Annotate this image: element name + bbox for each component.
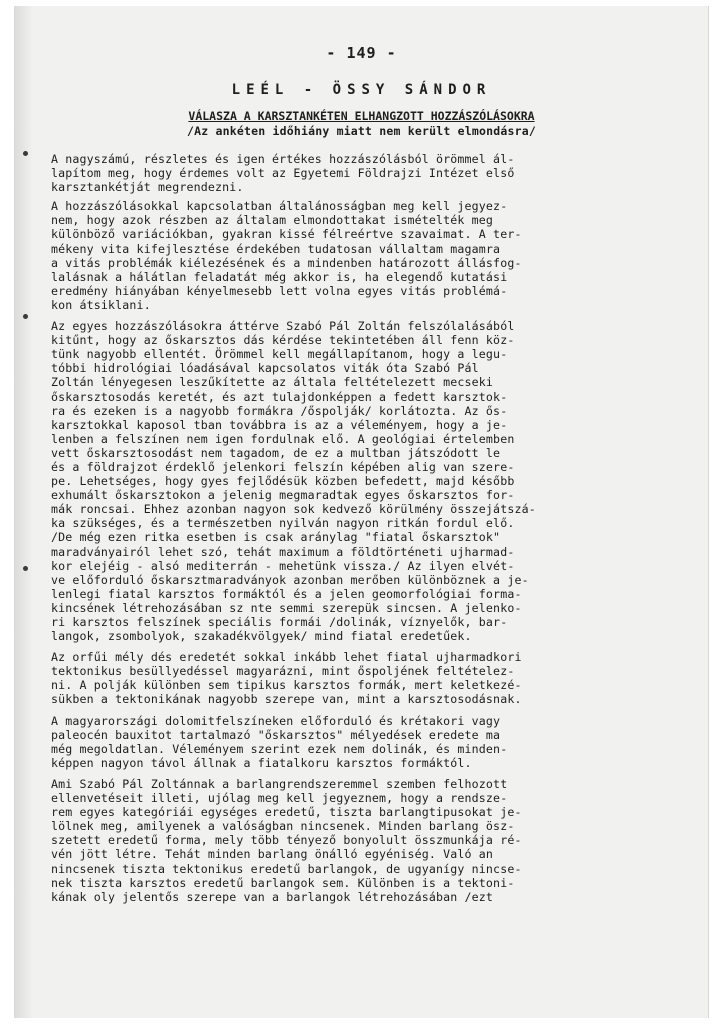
text-line: kitűnt, hogy az őskarsztos dás kérdése tekintetében áll fenn köz- xyxy=(51,333,515,348)
text-line: ri karsztos felszínek speciális formái /dolinák, víznyelők, bar- xyxy=(51,615,508,629)
text-line: karsztokkal kaposol tban továbbra is az a véleményem, hogy a je- xyxy=(51,417,508,432)
text-line: nem, hogy azok részben az általam elmondottakat ismételték meg xyxy=(51,213,494,228)
margin-punch-mark xyxy=(23,314,28,319)
text-line: nincsenek tiszta tektonikus eredetű barlangok, de ugyanígy nincse- xyxy=(51,861,522,876)
text-line: /De még ezen ritka esetben is csak aránylag "fiatal őskarsztok" xyxy=(51,530,501,545)
text-line: kor elejéig - alsó mediterrán - mehetünk vissza./ Az ilyen elvét- xyxy=(51,558,515,573)
text-line: langok, zsombolyok, szakadékvölgyek/ mind fiatal eredetűek. xyxy=(51,629,472,644)
text-line: mák roncsai. Ehhez azonban nagyon sok kedvező körülmény összejátszá- xyxy=(51,502,536,517)
text-line: lenben a felszínen nem igen fordulnak elő. A geológiai értelemben xyxy=(51,431,515,446)
text-line: és a földrajzot érdeklő jelenkori felszín képében alig van szere- xyxy=(51,459,515,474)
text-line: szetett eredetű forma, mely több tényező bonyolult összmunkája ré- xyxy=(51,833,522,848)
margin-punch-mark xyxy=(23,151,28,156)
text-line: őskarsztosodás keretét, és azt tulajdonképpen a fedett karsztok- xyxy=(51,389,508,404)
text-line: lenlegi fiatal karsztos formáktól és a jelen geomorfológiai forma- xyxy=(51,586,522,601)
text-line: kon átsiklani. xyxy=(51,297,151,312)
text-line: vén jött létre. Tehát minden barlang önálló egyéniség. Való an xyxy=(51,847,494,862)
document-title xyxy=(15,109,708,139)
text-line: ellenvetéseit illeti, ujólag meg kell jegyeznem, hogy a rendsze- xyxy=(51,791,508,806)
text-line: a vitás problémák kiélezésének és a mindenben határozott állásfog- xyxy=(51,255,522,270)
text-line: vett őskarsztosodást nem tagadom, de ez a multban játszódott le xyxy=(51,445,501,460)
text-line: A nagyszámú, részletes és igen értékes hozzászólásból örömmel ál- xyxy=(51,152,515,166)
title-main: VÁLASZA A KARSZTANKÉTEN ELHANGZOTT HOZZÁSZÓLÁSOKRA xyxy=(188,109,535,123)
text-line: lölnek meg, amilyenek a valóságban nincsenek. Minden barlang ösz- xyxy=(51,819,515,834)
paragraph xyxy=(51,777,681,904)
text-line: Ami Szabó Pál Zoltánnak a barlangrendszeremmel szemben felhozott xyxy=(51,776,508,791)
text-line: sükben a tektonikának nagyobb szerepe van, mint a karsztosodásnak. xyxy=(51,692,522,707)
paragraph xyxy=(51,650,681,706)
text-line: tektonikus besüllyedéssel magyarázni, mint őspoljének feltételez- xyxy=(51,664,515,679)
body-text xyxy=(51,152,681,911)
text-line: karsztankétját megrendezni. xyxy=(51,180,244,195)
text-line: eredmény hiányában kényelmesebb lett volna egyes vitás problémá- xyxy=(51,283,508,298)
text-line: tóbbi hidrológiai lóadásával kapcsolatos viták óta Szabó Pál xyxy=(51,361,479,376)
margin-punch-mark xyxy=(23,566,28,571)
text-line: paleocén bauxitot tartalmazó "őskarsztos" mélyedések eredete ma xyxy=(51,727,501,742)
page-number: - 149 - xyxy=(326,44,397,62)
text-line: Zoltán lényegesen leszűkítette az általa feltételezett mecseki xyxy=(51,375,494,390)
text-line: különböző variációkban, gyakran kissé félreértve szavaimat. A ter- xyxy=(51,227,522,242)
text-line: ra és ezeken is a nagyobb formákra /őspolják/ korlátozta. Az ős- xyxy=(51,403,508,418)
title-subtitle: /Az ankéten időhiány miatt nem került elmondásra/ xyxy=(186,124,537,138)
text-line: rem egyes kategóriái egységes eredetű, tiszta barlangtipusokat je- xyxy=(51,805,522,820)
text-line: ni. A polják különben sem tipikus karsztos formák, mert keletkezé- xyxy=(51,678,522,693)
paragraph xyxy=(51,152,681,194)
text-line: még megoldatlan. Véleményem szerint ezek nem dolinák, és minden- xyxy=(51,741,508,756)
paragraph xyxy=(51,714,681,770)
text-line: ve előforduló őskarsztmaradványok azonban merőben különböznek a je- xyxy=(51,572,529,587)
text-line: tünk nagyobb ellentét. Örömmel kell megállapítanom, hogy a legu- xyxy=(51,347,508,362)
text-line: nek tiszta karsztos eredetű barlangok sem. Különben is a tektoni- xyxy=(51,875,515,890)
text-line: kincsének létrehozásában sz nte semmi szerepük sincsen. A jelenko- xyxy=(51,600,522,615)
text-line: ka szükséges, és a természetben nyilván nagyon ritkán fordul elő. xyxy=(51,516,515,531)
text-line: Az orfűi mély dés eredetét sokkal inkább lehet fiatal ujharmadkori xyxy=(51,650,522,665)
text-line: képpen nagyon távol állnak a fiatalkoru karsztos formáktól. xyxy=(51,755,472,770)
text-line: maradványairól lehet szó, tehát maximum a földtörténeti ujharmad- xyxy=(51,544,515,559)
text-line: mékeny vita kifejlesztése érdekében tudatosan vállaltam magamra xyxy=(51,241,501,256)
author-name: LEÉL - ÖSSY SÁNDOR xyxy=(231,82,492,98)
text-line: A magyarországi dolomitfelszíneken előforduló és krétakori vagy xyxy=(51,713,501,728)
scan-edge-shadow xyxy=(15,6,33,1018)
text-line: exhumált őskarsztokon a jelenig megmaradtak egyes őskarsztos for- xyxy=(51,488,515,503)
paragraph xyxy=(51,199,681,312)
scanned-page xyxy=(14,6,709,1018)
text-line: A hozzászólásokkal kapcsolatban általánosságban meg kell jegyez- xyxy=(51,199,508,214)
text-line: lapítom meg, hogy érdemes volt az Egyetemi Földrajzi Intézet első xyxy=(51,166,515,181)
text-line: lalásnak a hálátlan feladatát még akkor is, ha elegendő kutatási xyxy=(51,269,508,284)
text-line: pe. Lehetséges, hogy gyes fejlődésük közben befedett, majd később xyxy=(51,474,515,489)
text-line: Az egyes hozzászólásokra áttérve Szabó Pál Zoltán felszólalásából xyxy=(51,319,515,334)
text-line: kának oly jelentős szerepe van a barlangok létrehozásában /ezt xyxy=(51,889,494,904)
paragraph xyxy=(51,319,681,643)
